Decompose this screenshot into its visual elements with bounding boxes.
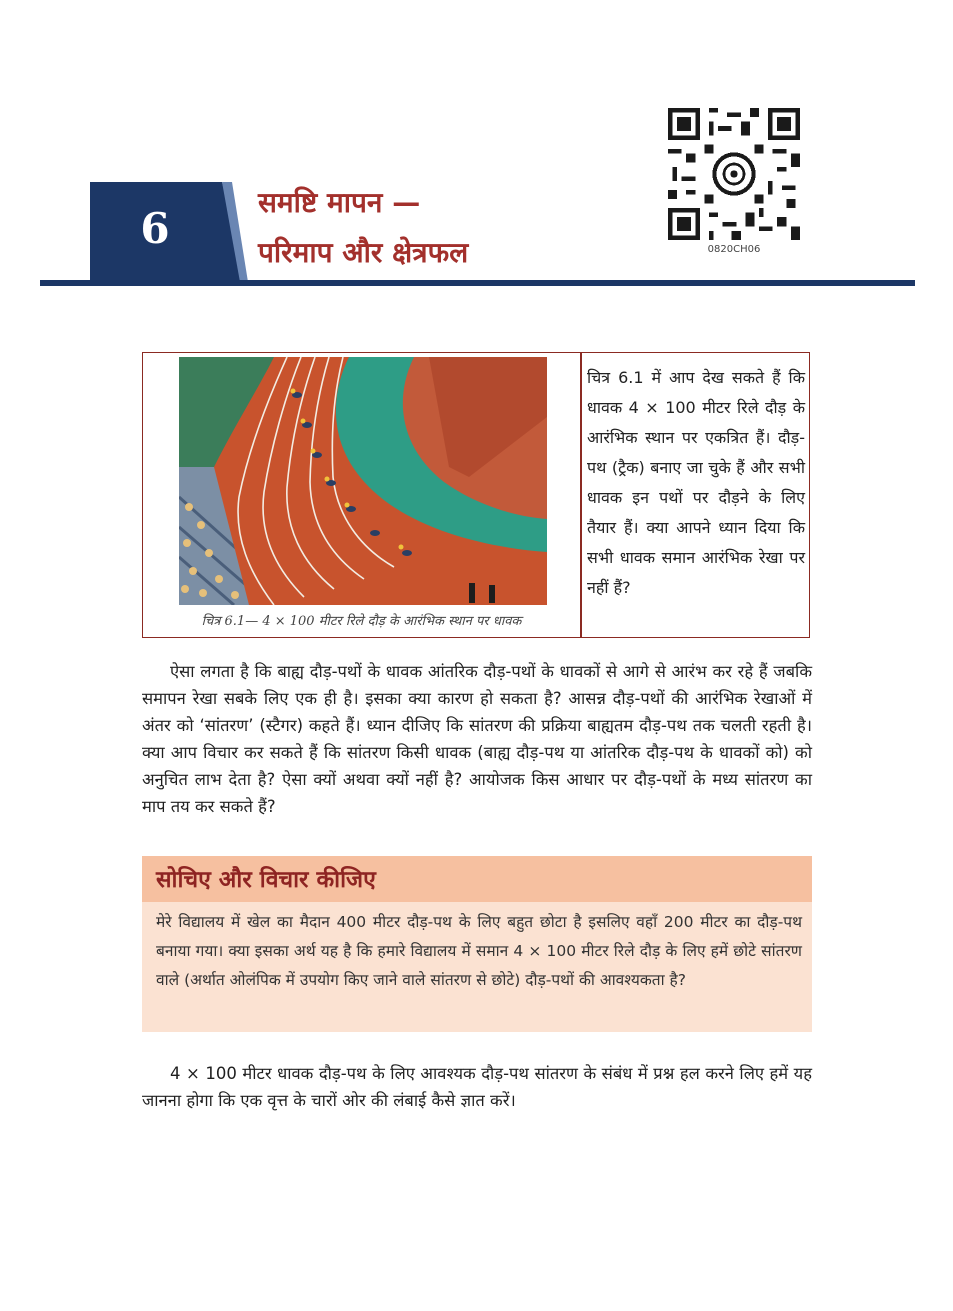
think-box-header [142,856,812,902]
figure-caption: चित्र 6.1— 4 × 100 मीटर रिले दौड़ के आरंभिक स्थान पर धावक [201,614,522,629]
body-paragraph-stagger: ऐसा लगता है कि बाह्य दौड़-पथों के धावक आंतरिक दौड़-पथों के धावकों से आगे से आरंभ कर रहे हैं जबकि समापन रेखा सबके लिए एक ही है। इसका क्या कारण हो सकता है? आसन्न दौड़-पथों की आरंभिक रेखाओं में अंतर को ‘सांतरण’ (स्टैगर) कहते हैं। ध्यान दीजिए कि सांतरण की प्रक्रिया बाह्यतम दौड़-पथ तक चलती रहती है। क्या आप विचार कर सकते हैं कि सांतरण किसी धावक (बाह्य दौड़-पथ या आंतरिक दौड़-पथ के धावकों को) को अनुचित लाभ देता है? ऐसा क्यों अथवा क्यों नहीं है? आयोजक किस आधार पर दौड़-पथों के मध्य सांतरण का माप तय कर सकते हैं? [142,662,812,816]
think-box-text: मेरे विद्यालय में खेल का मैदान 400 मीटर दौड़-पथ के लिए बहुत छोटा है इसलिए वहाँ 200 मीटर का दौड़-पथ बनाया गया। क्या इसका अर्थ यह है कि हमारे विद्यालय में समान 4 × 100 मीटर रिले दौड़ के लिए हमें छोटे सांतरण वाले (अर्थात ओलंपिक में उपयोग किए जाने वाले सांतरण से छोटे) दौड़-पथों की आवश्यकता है? [156,913,802,989]
chapter-title-line-1: समष्टि मापन — [258,186,421,219]
chapter-number-block [90,182,248,282]
chapter-title [258,178,618,278]
think-and-reflect-box [142,856,812,1032]
chapter-number: 6 [140,204,170,253]
qr-code-label: 0820CH06 [707,244,761,255]
figure-6-1-box [142,352,810,638]
chapter-title-line-2: परिमाप और क्षेत्रफल [258,236,469,269]
qr-code-icon[interactable] [668,108,800,240]
think-box-title: सोचिए और विचार कीजिए [156,867,376,893]
figure-divider [580,353,582,637]
body-paragraph-circumference: 4 × 100 मीटर धावक दौड़-पथ के लिए आवश्यक दौड़-पथ सांतरण के संबंध में प्रश्न हल करने लिए हमें यह जानना होगा कि एक वृत्त के चारों ओर की लंबाई कैसे ज्ञात करें। [142,1064,812,1110]
chapter-header-rule [40,280,915,286]
figure-side-text: चित्र 6.1 में आप देख सकते हैं कि धावक 4 × 100 मीटर रिले दौड़ के आरंभिक स्थान पर एकत्रित हैं। दौड़-पथ (ट्रैक) बनाए जा चुके हैं और सभी धावक इन पथों पर दौड़ने के लिए तैयार हैं। क्या आपने ध्यान दिया कि सभी धावक समान आरंभिक रेखा पर नहीं हैं? [587,368,805,597]
relay-track-illustration [179,357,547,605]
